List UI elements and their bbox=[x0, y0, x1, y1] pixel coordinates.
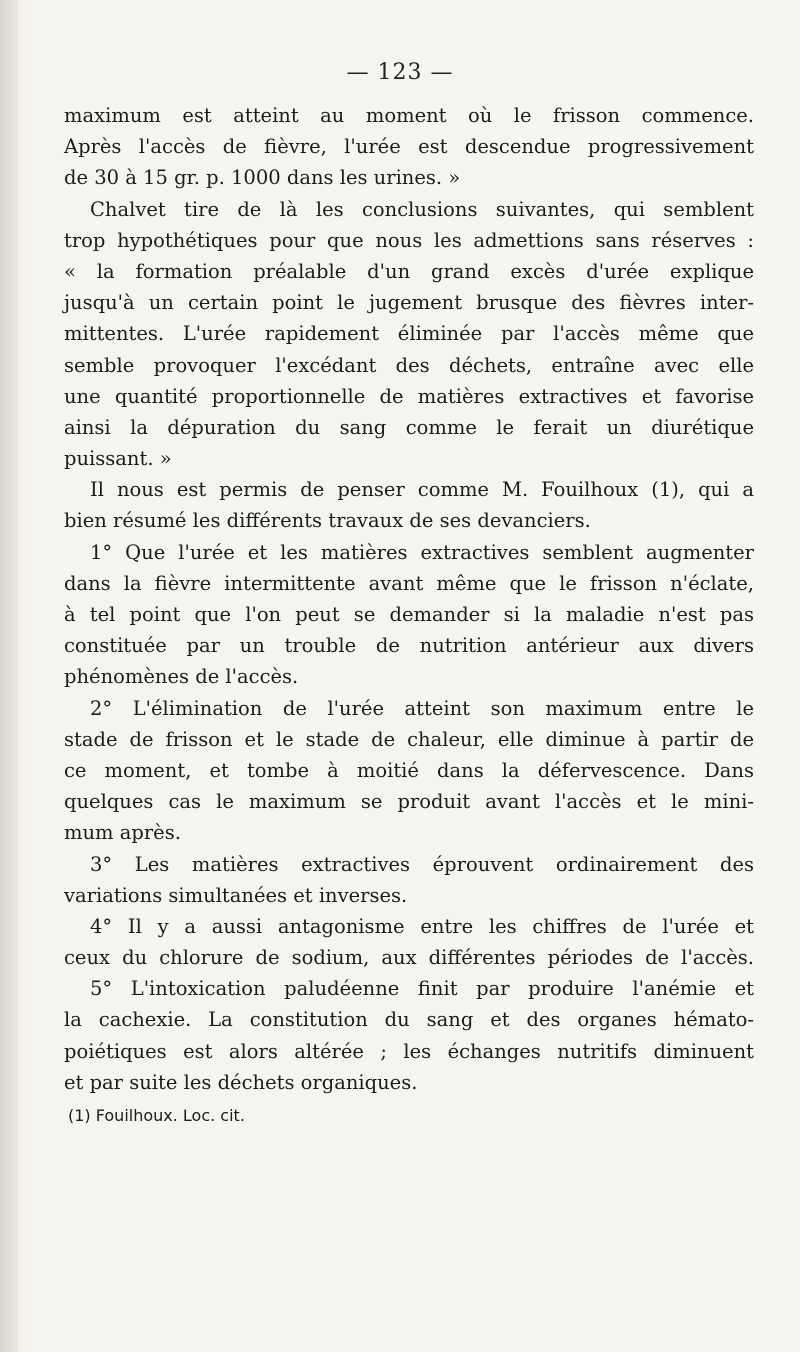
text-line: puissant. » bbox=[64, 447, 172, 471]
text-line: 2° L'élimination de l'urée atteint son maximum entre le bbox=[90, 696, 754, 720]
text-line: dans la fièvre intermittente avant même que le frisson n'éclate, bbox=[64, 571, 754, 595]
footnote: (1) Fouilhoux. Loc. cit. bbox=[68, 1106, 245, 1125]
text-line: 3° Les matières extractives éprouvent ordinairement des bbox=[90, 852, 754, 876]
text-line: Il nous est permis de penser comme M. Fouilhoux (1), qui a bbox=[90, 478, 754, 502]
text-line: mittentes. L'urée rapidement éliminée par l'accès même que bbox=[64, 322, 754, 346]
text-line: poiétiques est alors altérée ; les échanges nutritifs diminuent bbox=[64, 1039, 754, 1063]
text-line: 5° L'intoxication paludéenne finit par produire l'anémie et bbox=[90, 977, 754, 1001]
text-line: mum après. bbox=[64, 821, 181, 845]
page-number-header: — 123 — bbox=[346, 60, 454, 85]
body-text bbox=[64, 100, 754, 1130]
text-line: à tel point que l'on peut se demander si la maladie n'est pas bbox=[64, 603, 754, 626]
text-line: Chalvet tire de là les conclusions suivantes, qui semblent bbox=[90, 197, 754, 221]
text-line: ce moment, et tombe à moitié dans la défervescence. Dans bbox=[64, 758, 754, 782]
text-line: ceux du chlorure de sodium, aux différentes périodes de l'accès. bbox=[64, 946, 754, 970]
text-line: de 30 à 15 gr. p. 1000 dans les urines. » bbox=[64, 166, 461, 190]
text-line: trop hypothétiques pour que nous les admettions sans réserves : bbox=[64, 228, 754, 252]
text-line: constituée par un trouble de nutrition antérieur aux divers bbox=[64, 634, 754, 658]
text-line: 1° Que l'urée et les matières extractives semblent augmenter bbox=[90, 540, 754, 564]
text-line: variations simultanées et inverses. bbox=[64, 883, 408, 907]
text-line: phénomènes de l'accès. bbox=[64, 665, 299, 689]
text-line: Après l'accès de fièvre, l'urée est descendue progressivement bbox=[64, 135, 754, 159]
text-line: bien résumé les différents travaux de ses devanciers. bbox=[64, 509, 591, 533]
text-line: une quantité proportionnelle de matières extractives et favorise bbox=[64, 384, 754, 408]
text-line: quelques cas le maximum se produit avant l'accès et le mini- bbox=[64, 790, 754, 814]
text-line: « la formation préalable d'un grand excès d'urée explique bbox=[64, 259, 754, 283]
text-line: ainsi la dépuration du sang comme le ferait un diurétique bbox=[64, 415, 754, 439]
text-line: semble provoquer l'excédant des déchets, entraîne avec elle bbox=[64, 353, 754, 377]
page-gutter-shadow bbox=[0, 0, 18, 1352]
text-line: 4° Il y a aussi antagonisme entre les chiffres de l'urée et bbox=[90, 914, 754, 938]
text-line: jusqu'à un certain point le jugement brusque des fièvres inter- bbox=[64, 291, 754, 315]
text-line: la cachexie. La constitution du sang et des organes hémato- bbox=[64, 1008, 754, 1032]
text-line: stade de frisson et le stade de chaleur, elle diminue à partir de bbox=[64, 727, 754, 751]
text-line: maximum est atteint au moment où le frisson commence. bbox=[64, 104, 754, 127]
text-line: et par suite les déchets organiques. bbox=[64, 1070, 418, 1094]
